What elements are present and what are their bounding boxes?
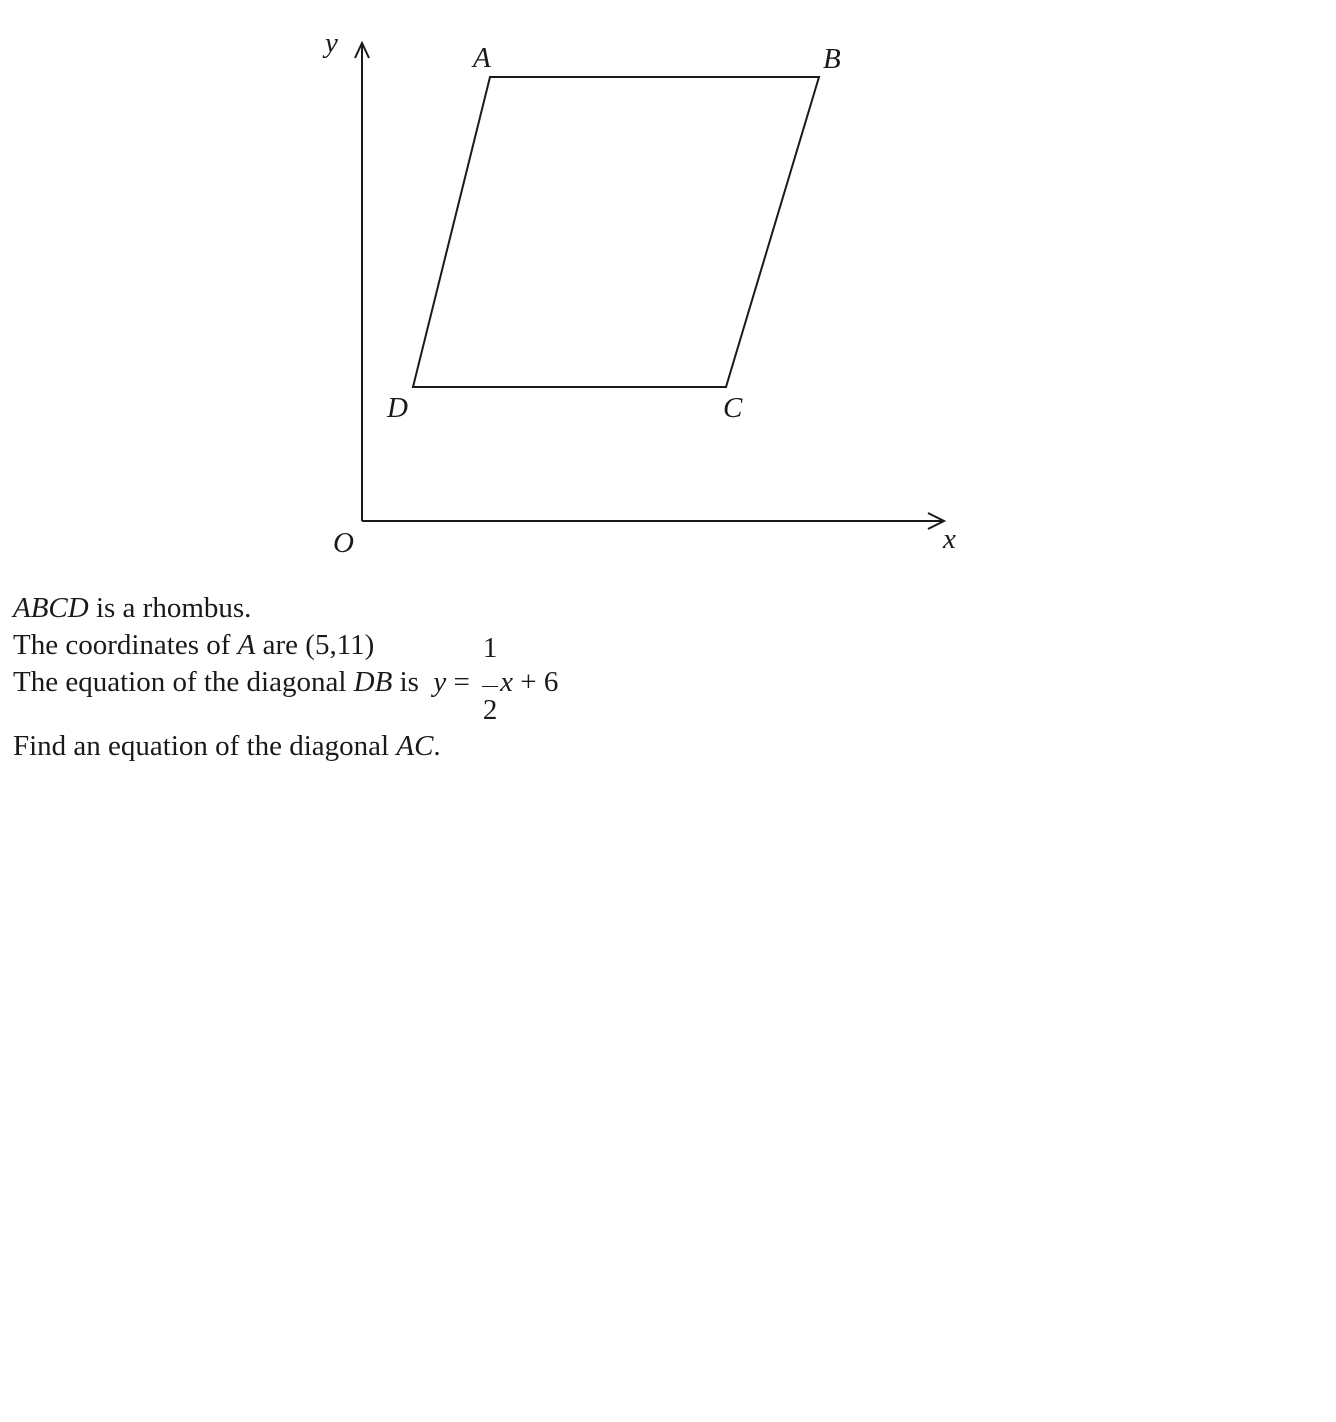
vertex-a-label: A [473, 42, 491, 74]
vertex-c-label: C [723, 392, 743, 424]
question-prompt [13, 728, 558, 765]
rhombus-abcd [413, 77, 819, 387]
vertex-b-label: B [823, 43, 841, 75]
statement-coordinates [13, 627, 558, 664]
question-text [13, 590, 558, 765]
fraction-bar [482, 686, 498, 687]
statement-coordinates-post: are (5,11) [255, 629, 375, 661]
equation-equals: = [446, 666, 478, 698]
x-axis-label: x [943, 523, 956, 555]
statement-rhombus-rest: is a rhombus. [88, 592, 252, 624]
statement-diagonal-pre: The equation of the diagonal [13, 666, 354, 698]
origin-label: O [333, 527, 354, 559]
fraction-numerator: 1 [482, 632, 498, 664]
statement-rhombus [13, 590, 558, 627]
vertex-d-label: D [387, 392, 408, 424]
statement-diagonal-is: is [392, 666, 427, 698]
equation-y: y [433, 666, 447, 698]
shape-name: ABCD [13, 592, 89, 624]
equation-x: x [500, 666, 514, 698]
equation-constant: + 6 [513, 666, 559, 698]
statement-coordinates-pre: The coordinates of [13, 629, 238, 661]
diagonal-ac-ref: AC [396, 730, 434, 762]
point-a-ref: A [237, 629, 256, 661]
fraction-denominator: 2 [482, 694, 498, 726]
question-prompt-post: . [433, 730, 441, 762]
question-prompt-pre: Find an equation of the diagonal [13, 730, 397, 762]
equation-fraction [481, 632, 499, 726]
diagonal-db-ref: DB [353, 666, 393, 698]
y-axis-label: y [325, 27, 338, 59]
spacer [13, 701, 558, 728]
rhombus-diagram [0, 0, 1336, 580]
